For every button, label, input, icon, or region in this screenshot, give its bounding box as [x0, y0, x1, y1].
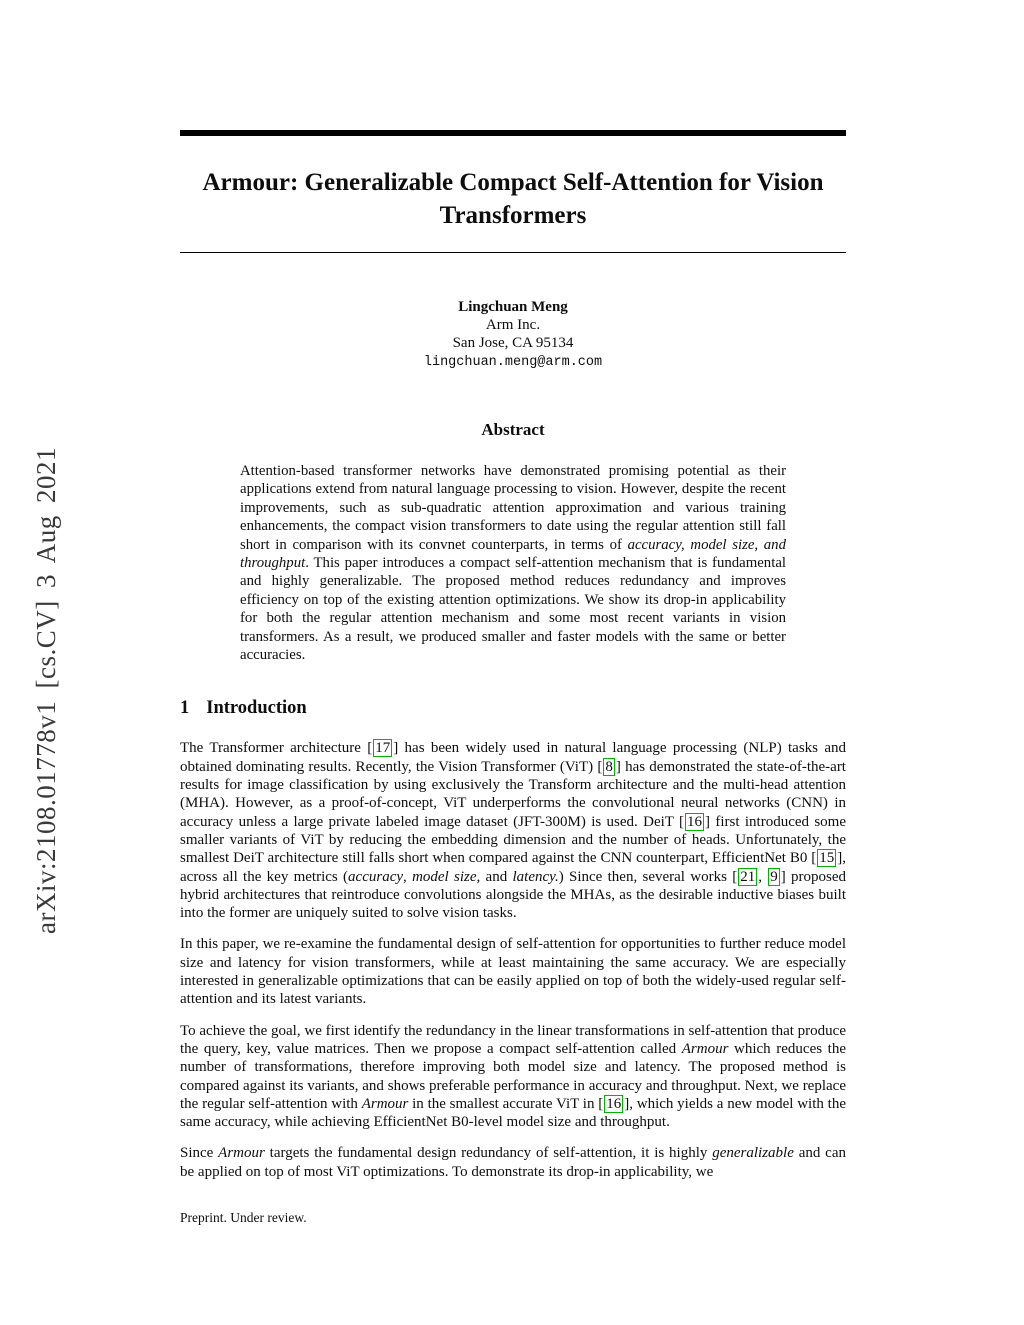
text-run: The Transformer architecture [ [180, 740, 373, 757]
section-heading-introduction [180, 697, 846, 719]
italic-text: model size, [412, 868, 481, 885]
citation-link[interactable]: 8 [605, 758, 613, 775]
text-run: which reduces the number of transformations, therefore improving both model size and latency. The proposed method is compared against its variants, and shows preferable performance in accuracy and throughput. Next, we replace the regular self-attention with [180, 1040, 846, 1112]
author-block [180, 298, 846, 372]
paper-content [180, 0, 846, 1226]
abstract-text [240, 462, 786, 664]
intro-paragraph [180, 739, 846, 922]
intro-paragraph [180, 935, 846, 1008]
text-run: Attention-based transformer networks have demonstrated promising potential as their applications extend from natural language processing to vision. However, despite the recent improvements, such as sub-quadratic attention approximation and various training enhancements, the compact vision transformers to date using the regular attention still fall short in comparison with its convnet counterparts, in terms of [240, 463, 786, 553]
italic-text: accuracy, model size, and throughput [240, 536, 786, 572]
footer-note: Preprint. Under review. [180, 1210, 307, 1225]
text-run: ] has been widely used in natural language processing (NLP) tasks and obtained dominating results. Recently, the Vision Transformer (ViT) [ [180, 740, 847, 775]
citation-link[interactable]: 9 [770, 868, 778, 885]
author-affiliation: Arm Inc. [485, 317, 541, 333]
citation-link[interactable]: 17 [375, 740, 391, 757]
text-run: ], across all the key metrics ( [180, 850, 846, 885]
author-name: Lingchuan Meng [458, 299, 568, 315]
citation-link[interactable]: 15 [819, 850, 835, 867]
abstract-heading: Abstract [481, 420, 545, 439]
intro-paragraph [180, 1022, 846, 1132]
title-rule-bottom [180, 252, 846, 253]
section-number: 1 [180, 698, 190, 719]
text-run: ] has demonstrated the state-of-the-art results for image classification by using exclusively the Transform architecture and the multi-head attention (MHA). However, as a proof-of-concept, ViT underperforms the convolutional neural networks (CNN) in accuracy unless a large private labeled image dataset (JFT-300M) is used. DeiT [ [180, 758, 846, 830]
text-run: . This paper introduces a compact self-attention mechanism that is fundamental and highly generalizable. The proposed method reduces redundancy and improves efficiency on top of the existing attention optimizations. We show its drop-in applicability for both the regular attention mechanism and some most recent variants in vision transformers. As a result, we produced smaller and faster models with the same or better accuracies. [240, 555, 786, 664]
arxiv-watermark: arXiv:2108.01778v1 [cs.CV] 3 Aug 2021 [31, 447, 61, 934]
author-address: San Jose, CA 95134 [452, 335, 574, 351]
text-run: In this paper, we re-examine the fundamental design of self-attention for opportunities to further reduce model size and latency for vision transformers, while at least maintaining the same accuracy. We are especially interested in generalizable optimizations that can be easily applied on top of both the widely-used regular self-attention and its latest variants. [180, 936, 846, 1008]
text-run: To achieve the goal, we first identify the redundancy in the linear transformations in self-attention that produce the query, key, value matrices. Then we propose a compact self-attention called [180, 1022, 846, 1057]
intro-paragraph [180, 1144, 846, 1181]
italic-text: Armour [361, 1095, 409, 1112]
title-rule-top [180, 130, 846, 136]
paper-title: Armour: Generalizable Compact Self-Attention for Vision Transformers [202, 169, 824, 229]
text-run: ], which yields a new model with the same accuracy, while achieving EfficientNet B0-level model size and throughput. [180, 1095, 846, 1131]
italic-text: latency. [512, 868, 559, 885]
italic-text: Armour [218, 1145, 265, 1162]
citation-link[interactable]: 16 [687, 813, 703, 830]
italic-text: Armour [681, 1040, 729, 1057]
section-title: Introduction [206, 698, 307, 719]
text-run: Since [180, 1145, 219, 1162]
text-run: ] first introduced some smaller variants of ViT by reducing the embedding dimension and the number of heads. Unfortunately, the smallest DeiT architecture still falls short when compared against the CNN counterpart, EfficientNet B0 [ [180, 813, 847, 867]
text-run: , [403, 868, 413, 885]
text-run: ] proposed hybrid architectures that reintroduce convolutions alongside the MHAs, as the desirable inductive biases built into the former are uniquely suited to solve vision tasks. [180, 868, 847, 922]
text-run: and can be applied on top of most ViT optimizations. To demonstrate its drop-in applicability, we [180, 1145, 846, 1180]
citation-link[interactable]: 16 [606, 1095, 622, 1112]
author-email: lingchuan.meng@arm.com [423, 355, 603, 370]
text-run: and [480, 868, 513, 885]
text-run: in the smallest accurate ViT in [ [408, 1095, 604, 1112]
citation-link[interactable]: 21 [740, 868, 756, 885]
text-run: targets the fundamental design redundancy of self-attention, it is highly [264, 1145, 713, 1162]
italic-text: generalizable [712, 1145, 794, 1162]
italic-text: accuracy [348, 868, 404, 885]
text-run: , [758, 868, 768, 885]
text-run: ) Since then, several works [ [558, 868, 738, 885]
